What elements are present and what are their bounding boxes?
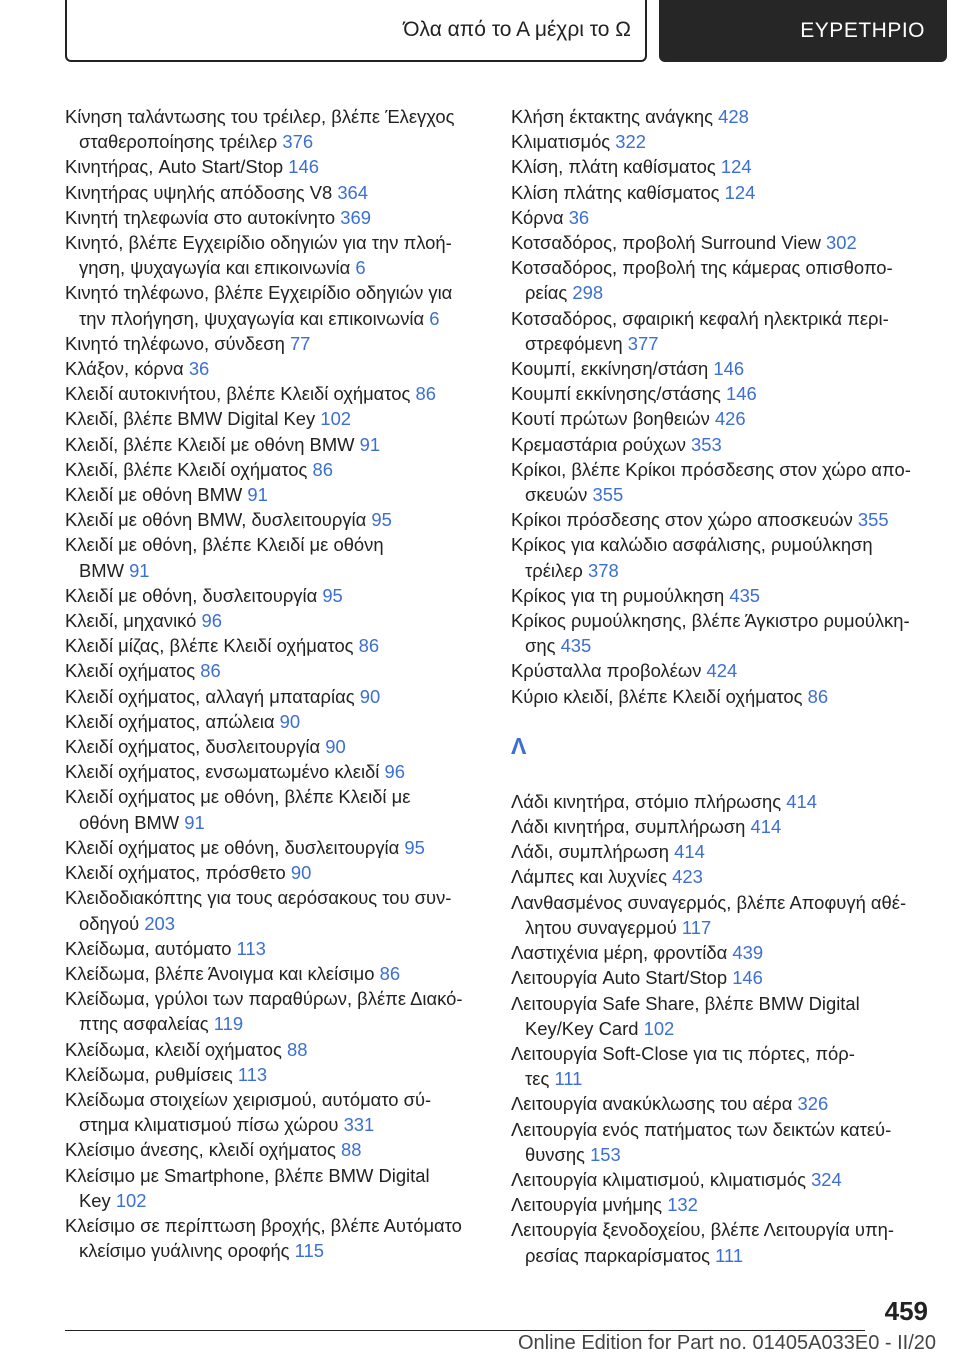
entry-term: οθόνη BMW — [79, 811, 180, 833]
index-entry — [65, 104, 485, 154]
page-link[interactable]: 91 — [129, 559, 150, 581]
entry-term: σης — [525, 635, 556, 657]
page-link[interactable]: 95 — [371, 509, 392, 531]
entry-term: Λάδι, συμπλήρωση — [511, 841, 669, 863]
page-link[interactable]: 102 — [643, 1017, 675, 1039]
entry-term: Κλειδί οχήματος, απώλεια — [65, 710, 275, 732]
page-link[interactable]: 95 — [322, 584, 343, 606]
entry-term: Κλιματισμός — [511, 131, 611, 153]
page-link[interactable]: 91 — [247, 484, 268, 506]
entry-term: Κλειδί με οθόνη, δυσλειτουργία — [65, 584, 318, 606]
index-column-left — [65, 104, 485, 1263]
index-entry — [511, 1167, 931, 1192]
page-link[interactable]: 132 — [667, 1194, 698, 1216]
index-entry — [65, 583, 485, 608]
index-entry — [511, 940, 931, 965]
page-link[interactable]: 36 — [188, 358, 210, 380]
entry-term: Κλείδωμα, ρυθμίσεις — [65, 1063, 233, 1085]
entry-term: Κλειδί οχήματος — [65, 660, 196, 682]
entry-term: Κρίκος για τη ρυμούλκηση — [511, 584, 725, 606]
entry-term: Κύριο κλειδί, βλέπε Κλειδί οχήματος — [511, 685, 803, 707]
index-entry — [511, 1091, 931, 1116]
entry-term: Κρίκος για καλώδιο ασφάλισης, ρυμούλκηση — [511, 534, 873, 556]
page-link[interactable]: 96 — [201, 610, 222, 632]
entry-term: Κλειδί οχήματος με οθόνη, δυσλειτουργία — [65, 836, 400, 858]
index-entry — [65, 154, 485, 179]
entry-term: Κινητό, βλέπε Εγχειρίδιο οδηγιών για την πλοή- — [65, 232, 452, 254]
entry-term: Κλειδί, βλέπε BMW Digital Key — [65, 408, 316, 430]
index-entry — [65, 406, 485, 431]
index-entry — [65, 1137, 485, 1162]
page-link[interactable]: 439 — [732, 942, 764, 964]
entry-term: Κουτί πρώτων βοηθειών — [511, 408, 710, 430]
entry-term: Κλείσιμο με Smartphone, βλέπε BMW Digital — [65, 1164, 430, 1186]
page-link[interactable]: 302 — [826, 232, 857, 254]
entry-term: Λειτουργία ενός πατήματος των δεικτών κατεύ- — [511, 1118, 892, 1140]
entry-term: Κλείδωμα, αυτόματο — [65, 937, 232, 959]
page-link[interactable]: 423 — [672, 866, 703, 888]
page-link[interactable]: 331 — [343, 1114, 375, 1136]
entry-term: σκευών — [525, 484, 588, 506]
page-link[interactable]: 424 — [706, 660, 738, 682]
index-entry — [511, 255, 931, 305]
page-link[interactable]: 115 — [294, 1240, 324, 1262]
entry-term: Κλήση έκτακτης ανάγκης — [511, 106, 714, 127]
index-entry — [511, 129, 931, 154]
page-link[interactable]: 86 — [358, 635, 380, 657]
page-link[interactable]: 77 — [289, 332, 311, 354]
entry-term: Κλίση πλάτης καθίσματος — [511, 181, 720, 203]
header-tabs — [65, 0, 947, 64]
index-entry — [65, 658, 485, 683]
page-link[interactable]: 90 — [279, 710, 301, 732]
page-link[interactable]: 86 — [415, 383, 436, 405]
index-entry — [511, 180, 931, 205]
entry-term: Κόρνα — [511, 206, 564, 228]
entry-term: Κρίκος ρυμούλκησης, βλέπε Άγκιστρο ρυμούλκη- — [511, 610, 910, 632]
page-link[interactable]: 36 — [568, 206, 590, 228]
entry-term: τρέιλερ — [525, 559, 583, 581]
page-link[interactable]: 111 — [554, 1068, 583, 1090]
index-entry — [511, 104, 931, 129]
page-link[interactable]: 326 — [797, 1093, 829, 1115]
index-entry — [511, 381, 931, 406]
entry-term: πτης ασφαλείας — [79, 1013, 209, 1035]
page-link[interactable]: 376 — [282, 131, 314, 153]
index-entry — [65, 684, 485, 709]
entry-term: Κουμπί εκκίνησης/στάσης — [511, 383, 721, 405]
index-entry — [511, 432, 931, 457]
entry-term: Λειτουργία ανακύκλωσης του αέρα — [511, 1093, 793, 1115]
index-entry — [511, 406, 931, 431]
entry-term: Κλείδωμα, κλειδί οχήματος — [65, 1038, 282, 1060]
entry-term: Κλειδί με οθόνη, βλέπε Κλειδί με οθόνη — [65, 534, 384, 556]
index-entry — [65, 835, 485, 860]
page-link[interactable]: 6 — [355, 257, 366, 279]
page-link[interactable]: 324 — [811, 1168, 842, 1190]
index-entry — [65, 180, 485, 205]
page-link[interactable]: 90 — [290, 862, 312, 884]
footer-divider — [65, 1330, 865, 1331]
page-link[interactable]: 355 — [592, 484, 624, 506]
index-entry — [511, 991, 931, 1041]
index-entry — [511, 1041, 931, 1091]
index-entry — [65, 885, 485, 935]
tab-a-to-z[interactable]: Όλα από το Α μέχρι το Ω — [65, 0, 647, 62]
page-link[interactable]: 102 — [320, 408, 352, 430]
index-entry — [65, 331, 485, 356]
index-entry — [511, 789, 931, 814]
page-link[interactable]: 426 — [714, 408, 746, 430]
page-link[interactable]: 96 — [384, 761, 405, 783]
entry-term: ρεσίας παρκαρίσματος — [525, 1244, 711, 1266]
entry-term: Κοτσαδόρος, προβολή Surround View — [511, 232, 821, 254]
index-entry — [511, 306, 931, 356]
index-entry — [65, 709, 485, 734]
footer-edition — [0, 1332, 936, 1355]
index-entry — [65, 432, 485, 457]
page-link[interactable]: 113 — [236, 937, 266, 959]
index-entry — [511, 684, 931, 709]
index-entry — [511, 457, 931, 507]
entry-term: λητου συναγερμού — [525, 916, 677, 938]
index-entry — [65, 784, 485, 834]
page-link[interactable]: 203 — [144, 912, 175, 934]
entry-term: Λειτουργία μνήμης — [511, 1194, 663, 1216]
tab-index[interactable]: ΕΥΡΕΤΗΡΙΟ — [659, 0, 947, 62]
page-link[interactable]: 119 — [213, 1013, 244, 1035]
page-link[interactable]: 355 — [857, 509, 889, 531]
page-link[interactable]: 117 — [681, 916, 712, 938]
index-entry — [65, 457, 485, 482]
entry-term: Λάδι κινητήρα, συμπλήρωση — [511, 816, 746, 838]
entry-term: στημα κλιματισμού πίσω χώρου — [79, 1114, 339, 1136]
page-link[interactable]: 88 — [286, 1038, 308, 1060]
entry-term: Κρύσταλλα προβολέων — [511, 660, 702, 682]
index-entry — [65, 936, 485, 961]
entry-term: Key/Key Card — [525, 1017, 639, 1039]
index-entry — [65, 381, 485, 406]
index-entry — [511, 532, 931, 582]
index-group-l — [511, 789, 931, 1268]
index-entry — [511, 658, 931, 683]
entry-term: Λανθασμένος συναγερμός, βλέπε Αποφυγή αθέ- — [511, 891, 907, 913]
page-link[interactable]: 90 — [359, 685, 381, 707]
entry-term: Κίνηση ταλάντωσης του τρέιλερ, βλέπε Έλεγχος — [65, 106, 455, 127]
page-link[interactable]: 124 — [724, 181, 756, 203]
entry-term: θυνσης — [525, 1143, 585, 1165]
index-entry — [65, 1062, 485, 1087]
entry-term: Κλίση, πλάτη καθίσματος — [511, 156, 716, 178]
entry-term: Κλειδί με οθόνη BMW, δυσλειτουργία — [65, 509, 367, 531]
page-link[interactable]: 428 — [718, 106, 749, 127]
entry-term: Κλειδί, βλέπε Κλειδί με οθόνη BMW — [65, 433, 355, 455]
entry-term: Κοτσαδόρος, σφαιρική κεφαλή ηλεκτρικά περι- — [511, 307, 889, 329]
entry-term: Κλειδί αυτοκινήτου, βλέπε Κλειδί οχήματος — [65, 383, 411, 405]
index-entry — [511, 890, 931, 940]
page-link[interactable]: 86 — [312, 458, 333, 480]
page-link[interactable]: 414 — [674, 841, 705, 863]
index-entry — [511, 814, 931, 839]
entry-term: γηση, ψυχαγωγία και επικοινωνία — [79, 257, 351, 279]
index-group-k — [511, 104, 931, 709]
entry-term: BMW — [79, 559, 124, 581]
index-entry — [511, 1117, 931, 1167]
entry-term: ρείας — [525, 282, 568, 304]
index-entry — [511, 583, 931, 608]
entry-term: Κλειδί οχήματος, αλλαγή μπαταρίας — [65, 685, 355, 707]
page-link[interactable]: 91 — [184, 811, 205, 833]
index-entry — [511, 507, 931, 532]
entry-term: Κλείσιμο σε περίπτωση βροχής, βλέπε Αυτόματο — [65, 1214, 462, 1236]
index-entry — [65, 860, 485, 885]
entry-term: τες — [525, 1068, 550, 1090]
index-entry — [511, 1192, 931, 1217]
entry-term: Κοτσαδόρος, προβολή της κάμερας οπισθοπο- — [511, 257, 893, 279]
index-entry — [65, 230, 485, 280]
index-entry — [65, 986, 485, 1036]
page-link[interactable]: 364 — [337, 181, 368, 203]
index-entry — [65, 961, 485, 986]
entry-term: στρεφόμενη — [525, 332, 623, 354]
index-entry — [65, 1037, 485, 1062]
edition-text: Online Edition for Part no. 01405A033E0 - II/20 — [517, 1332, 936, 1354]
index-entry — [65, 1213, 485, 1263]
index-entry — [511, 864, 931, 889]
index-entry — [65, 1163, 485, 1213]
index-entry — [65, 532, 485, 582]
page-link[interactable]: 298 — [572, 282, 604, 304]
index-entry — [511, 839, 931, 864]
page-link[interactable]: 322 — [615, 131, 646, 153]
index-entry — [65, 507, 485, 532]
index-entry — [65, 205, 485, 230]
entry-term: Κινητήρας υψηλής απόδοσης V8 — [65, 181, 333, 203]
entry-term: κλείσιμο γυάλινης οροφής — [79, 1240, 290, 1262]
letter-heading: Λ — [511, 732, 527, 759]
entry-term: Λειτουργία Auto Start/Stop — [511, 967, 728, 989]
entry-term: Κλειδί, βλέπε Κλειδί οχήματος — [65, 458, 308, 480]
entry-term: Κλειδί με οθόνη BMW — [65, 484, 243, 506]
index-entry — [511, 154, 931, 179]
entry-term: Κλειδί οχήματος, πρόσθετο — [65, 862, 286, 884]
entry-term: Κινητήρας, Auto Start/Stop — [65, 156, 284, 178]
page-link[interactable]: 6 — [429, 307, 440, 329]
entry-term: σταθεροποίησης τρέιλερ — [79, 131, 278, 153]
entry-term: Κρίκοι, βλέπε Κρίκοι πρόσδεσης στον χώρο απο- — [511, 458, 911, 480]
page-number: 459 — [884, 1296, 928, 1326]
entry-term: Κλειδοδιακόπτης για τους αερόσακους του συν- — [65, 887, 452, 909]
page-link[interactable]: 91 — [359, 433, 381, 455]
index-entry — [65, 280, 485, 330]
page-link[interactable]: 124 — [720, 156, 752, 178]
index-entry — [65, 356, 485, 381]
page-link[interactable]: 153 — [590, 1143, 621, 1165]
entry-term: Κλείσιμο άνεσης, κλειδί οχήματος — [65, 1139, 336, 1161]
entry-term: Κλειδί οχήματος, δυσλειτουργία — [65, 736, 321, 758]
entry-term: Λάμπες και λυχνίες — [511, 866, 667, 888]
page-link[interactable]: 435 — [729, 584, 761, 606]
entry-term: Κλείδωμα, βλέπε Άνοιγμα και κλείσιμο — [65, 962, 375, 984]
page-link[interactable]: 146 — [726, 383, 757, 405]
page-link[interactable]: 102 — [115, 1189, 147, 1211]
page-link[interactable]: 146 — [732, 967, 763, 989]
index-entry — [65, 759, 485, 784]
entry-term: Κρίκοι πρόσδεσης στον χώρο αποσκευών — [511, 509, 853, 531]
entry-term: Λαστιχένια μέρη, φροντίδα — [511, 942, 728, 964]
page-link[interactable]: 95 — [404, 836, 425, 858]
index-entry — [65, 608, 485, 633]
entry-term: Κουμπί, εκκίνηση/στάση — [511, 358, 709, 380]
page-link[interactable]: 90 — [325, 736, 346, 758]
entry-term: Κλειδί οχήματος με οθόνη, βλέπε Κλειδί με — [65, 786, 411, 808]
page-link[interactable]: 111 — [715, 1244, 744, 1266]
entry-term: Κλειδί οχήματος, ενσωματωμένο κλειδί — [65, 761, 380, 783]
entry-term: Κλάξον, κόρνα — [65, 358, 184, 380]
index-entry — [65, 734, 485, 759]
index-entry — [511, 356, 931, 381]
entry-term: Key — [79, 1189, 111, 1211]
entry-term: Κλείδωμα στοιχείων χειρισμού, αυτόματο σύ- — [65, 1088, 432, 1110]
index-entry — [65, 1087, 485, 1137]
page-link[interactable]: 146 — [713, 358, 745, 380]
page-link[interactable]: 369 — [340, 206, 371, 228]
index-entry — [511, 608, 931, 658]
entry-term: την πλοήγηση, ψυχαγωγία και επικοινωνία — [79, 307, 425, 329]
index-entry — [511, 1217, 931, 1267]
page-link[interactable]: 377 — [627, 332, 659, 354]
entry-term: Λειτουργία Safe Share, βλέπε BMW Digital — [511, 992, 860, 1014]
entry-term: Κλείδωμα, γρύλοι των παραθύρων, βλέπε Διακό- — [65, 988, 463, 1010]
entry-term: Λειτουργία Soft-Close για τις πόρτες, πόρ- — [511, 1042, 855, 1064]
page-link[interactable]: 88 — [340, 1139, 362, 1161]
index-entry — [511, 230, 931, 255]
page-link[interactable]: 414 — [786, 790, 817, 812]
entry-term: Κρεμαστάρια ρούχων — [511, 433, 686, 455]
entry-term: οδηγού — [79, 912, 140, 934]
page-link[interactable]: 353 — [691, 433, 722, 455]
page-link[interactable]: 113 — [237, 1063, 268, 1085]
entry-term: Κινητή τηλεφωνία στο αυτοκίνητο — [65, 206, 336, 228]
page-link[interactable]: 414 — [750, 816, 782, 838]
page-link[interactable]: 146 — [288, 156, 319, 178]
index-entry — [511, 205, 931, 230]
entry-term: Λειτουργία ξενοδοχείου, βλέπε Λειτουργία υπη- — [511, 1219, 895, 1241]
page-link[interactable]: 86 — [379, 962, 401, 984]
index-column-right — [511, 104, 931, 1268]
entry-term: Κλειδί, μηχανικό — [65, 610, 197, 632]
entry-term: Λειτουργία κλιματισμού, κλιματισμός — [511, 1168, 806, 1190]
entry-term: Κινητό τηλέφωνο, σύνδεση — [65, 332, 285, 354]
index-entry — [511, 965, 931, 990]
entry-term: Λάδι κινητήρα, στόμιο πλήρωσης — [511, 790, 782, 812]
page-link[interactable]: 378 — [588, 559, 619, 581]
entry-term: Κινητό τηλέφωνο, βλέπε Εγχειρίδιο οδηγιών για — [65, 282, 453, 304]
page-link[interactable]: 86 — [200, 660, 221, 682]
entry-term: Κλειδί μίζας, βλέπε Κλειδί οχήματος — [65, 635, 354, 657]
index-entry — [65, 482, 485, 507]
index-entry — [65, 633, 485, 658]
page-link[interactable]: 435 — [560, 635, 592, 657]
page-link[interactable]: 86 — [807, 685, 829, 707]
